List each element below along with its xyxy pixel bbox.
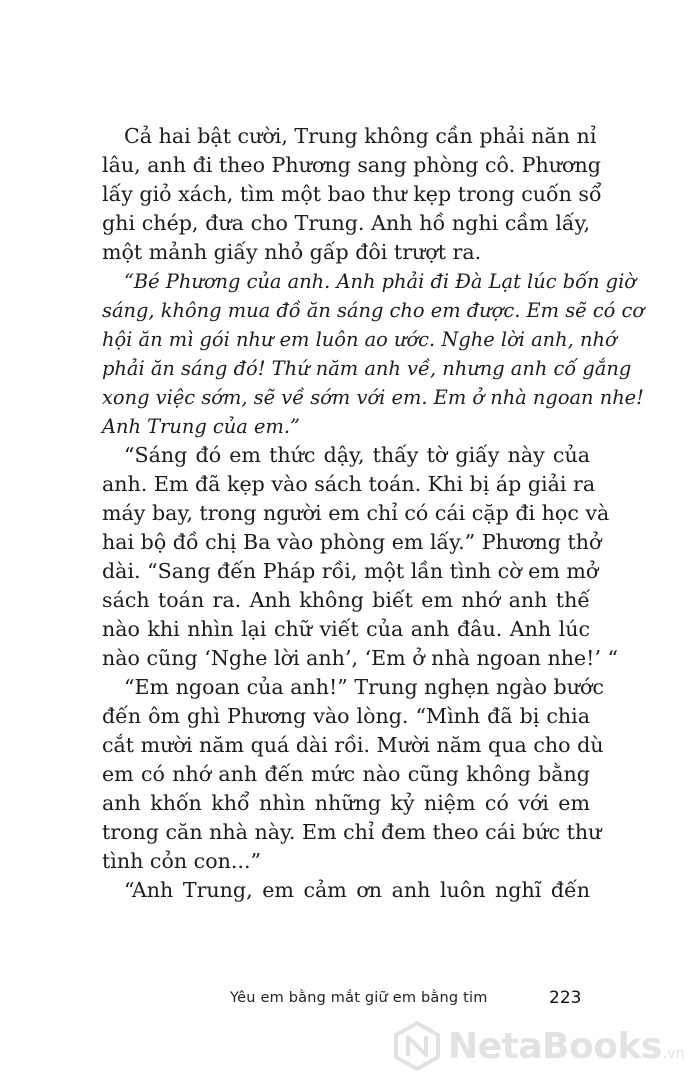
text-line: anh. Em đã kẹp vào sách toán. Khi bị áp giải ra [102,472,596,496]
text-line: sáng, không mua đồ ăn sáng cho em được. Em sẽ có cơ [102,299,645,322]
text-line: “Anh Trung, em cảm ơn anh luôn nghĩ đến [124,878,590,902]
page-number: 223 [549,988,582,1008]
text-line: xong việc sớm, sẽ về sớm với em. Em ở nhà ngoan nhe! [102,386,644,409]
watermark [392,1018,684,1074]
text-line: tình cỏn con...” [102,849,262,873]
text-line: “Bé Phương của anh. Anh phải đi Đà Lạt lúc bốn giờ [124,270,636,293]
text-line: phải ăn sáng đó! Thứ năm anh về, nhưng anh cố gắng [102,357,632,380]
text-line: trong căn nhà này. Em chỉ đem theo cái bức thư [102,820,602,844]
text-line: “Sáng đó em thức dậy, thấy tờ giấy này của [124,443,590,467]
text-line: anh khốn khổ nhìn những kỷ niệm có với em [102,791,590,815]
text-line: đến ôm ghì Phương vào lòng. “Mình đã bị chia [102,704,590,728]
page-body-text [102,122,645,905]
text-line: ghi chép, đưa cho Trung. Anh hồ nghi cầm lấy, [102,211,590,235]
text-line: lâu, anh đi theo Phương sang phòng cô. Phương [102,153,601,177]
text-line: Anh Trung của em.” [102,415,300,438]
netabooks-logo-icon [392,1021,442,1071]
watermark-suffix: .vn [662,1046,685,1062]
text-line: máy bay, trong người em chỉ có cái cặp đi học và [102,501,610,525]
running-footer-title: Yêu em bằng mắt giữ em bằng tim [230,990,488,1006]
text-line: “Em ngoan của anh!” Trung nghẹn ngào bước [124,675,604,699]
text-line: một mảnh giấy nhỏ gấp đôi trượt ra. [102,240,482,264]
text-line: hai bộ đồ chị Ba vào phòng em lấy.” Phương thở [102,530,602,554]
text-line: lấy giỏ xách, tìm một bao thư kẹp trong cuốn sổ [102,182,602,206]
text-line: cắt mười năm quá dài rồi. Mười năm qua cho dù [102,733,604,757]
watermark-brand: NetaBooks [448,1025,662,1067]
text-line: hội ăn mì gói như em luôn ao ước. Nghe lời anh, nhớ [102,328,617,351]
text-line: nào khi nhìn lại chữ viết của anh đâu. Anh lúc [102,617,590,641]
text-line: Cả hai bật cười, Trung không cần phải năn nỉ [124,124,597,148]
text-line: dài. “Sang đến Pháp rồi, một lần tình cờ em mở [102,559,599,583]
text-line: nào cũng ‘Nghe lời anh’, ‘Em ở nhà ngoan nhe!’ “ [102,646,619,670]
text-line: sách toán ra. Anh không biết em nhớ anh thế [102,588,590,612]
text-line: em có nhớ anh đến mức nào cũng không bằng [102,762,590,786]
